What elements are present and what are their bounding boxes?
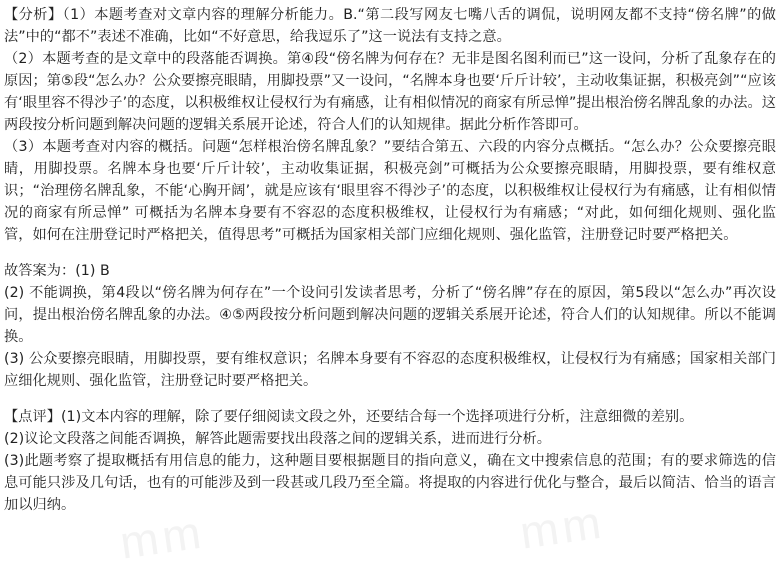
comment-line-1: 【点评】(1)文本内容的理解，除了要仔细阅读文段之外，还要结合每一个选择项进行分析，注意细微的差别。 <box>4 409 694 425</box>
answer-line-3: (3) 公众要擦亮眼睛，用脚投票，要有维权意识；名牌本身要有不容忍的态度积极维权，让侵权行为有痛感；国家相关部门应细化规则、强化监管，注册登记时要严格把关。 <box>4 351 776 389</box>
watermark-left: mm <box>116 505 208 569</box>
section-gap <box>4 392 776 406</box>
analysis-paragraph-2: （2）本题考查的是文章中的段落能否调换。第④段“傍名牌为何存在？无非是图名图利而已”这一设问，分析了乱象存在的原因；第⑤段“怎么办？公众要擦亮眼睛，用脚投票”又一设问，“名牌本身也要‘斤斤计较’，主动收集证据，积极亮剑”“应该有‘眼里容不得沙子’的态度，以积极维权让侵权行为有痛感，让有相似情况的商家有所忌惮”提出根治傍名牌乱象的办法。这两段按分析问题到解决问题的逻辑关系展开论述，符合人们的认知规律。据此分析作答即可。 <box>4 51 776 133</box>
comment-line-2: (2)议论文段落之间能否调换，解答此题需要找出段落之间的逻辑关系，进而进行分析。 <box>4 431 552 447</box>
analysis-paragraph-1: 【分析】（1）本题考查对文章内容的理解分析能力。B.“第二段写网友七嘴八舌的调侃，说明网友都不支持“傍名牌”的做法”中的“都不”表述不准确，比如“不好意思，给我逗乐了”这一说法有支持之意。 <box>4 7 776 45</box>
section-gap <box>4 246 776 260</box>
watermark-right: mm <box>516 495 608 559</box>
answer-line-1: 故答案为：(1) B <box>4 263 110 279</box>
analysis-paragraph-3: （3）本题考查对内容的概括。问题“怎样根治傍名牌乱象？”要结合第五、六段的内容分点概括。“怎么办？公众要擦亮眼睛，用脚投票。名牌本身也要‘斤斤计较’，主动收集证据，积极亮剑”可概括为公众要擦亮眼睛，用脚投票，要有维权意识；“治理傍名牌乱象，不能‘心胸开阔’，就是应该有‘眼里容不得沙子’的态度，以积极维权让侵权行为有痛感，让有相似情况的商家有所忌惮” 可概括为名牌本身要有不容忍的态度积极维权，让侵权行为有痛感；“对此，如何细化规则、强化监管，如何在注册登记时严格把关，值得思考”可概括为国家相关部门应细化规则、强化监管，注册登记时要严格把关。 <box>4 139 776 243</box>
comment-line-3: (3)此题考察了提取概括有用信息的能力，这种题目要根据题目的指向意义，确在文中搜索信息的范围；有的要求筛选的信息可能只涉及几句话，也有的可能涉及到一段甚或几段乃至全篇。将提取的内容进行优化与整合，最后以简洁、恰当的语言加以归纳。 <box>4 453 776 513</box>
answer-line-2: (2) 不能调换，第4段以“傍名牌为何存在”一个设问引发读者思考，分析了“傍名牌”存在的原因，第5段以“怎么办”再次设问，提出根治傍名牌乱象的办法。④⑤两段按分析问题到解决问题的逻辑关系展开论述，符合人们的认知规律。所以不能调换。 <box>4 285 776 345</box>
solution-document <box>4 4 776 516</box>
